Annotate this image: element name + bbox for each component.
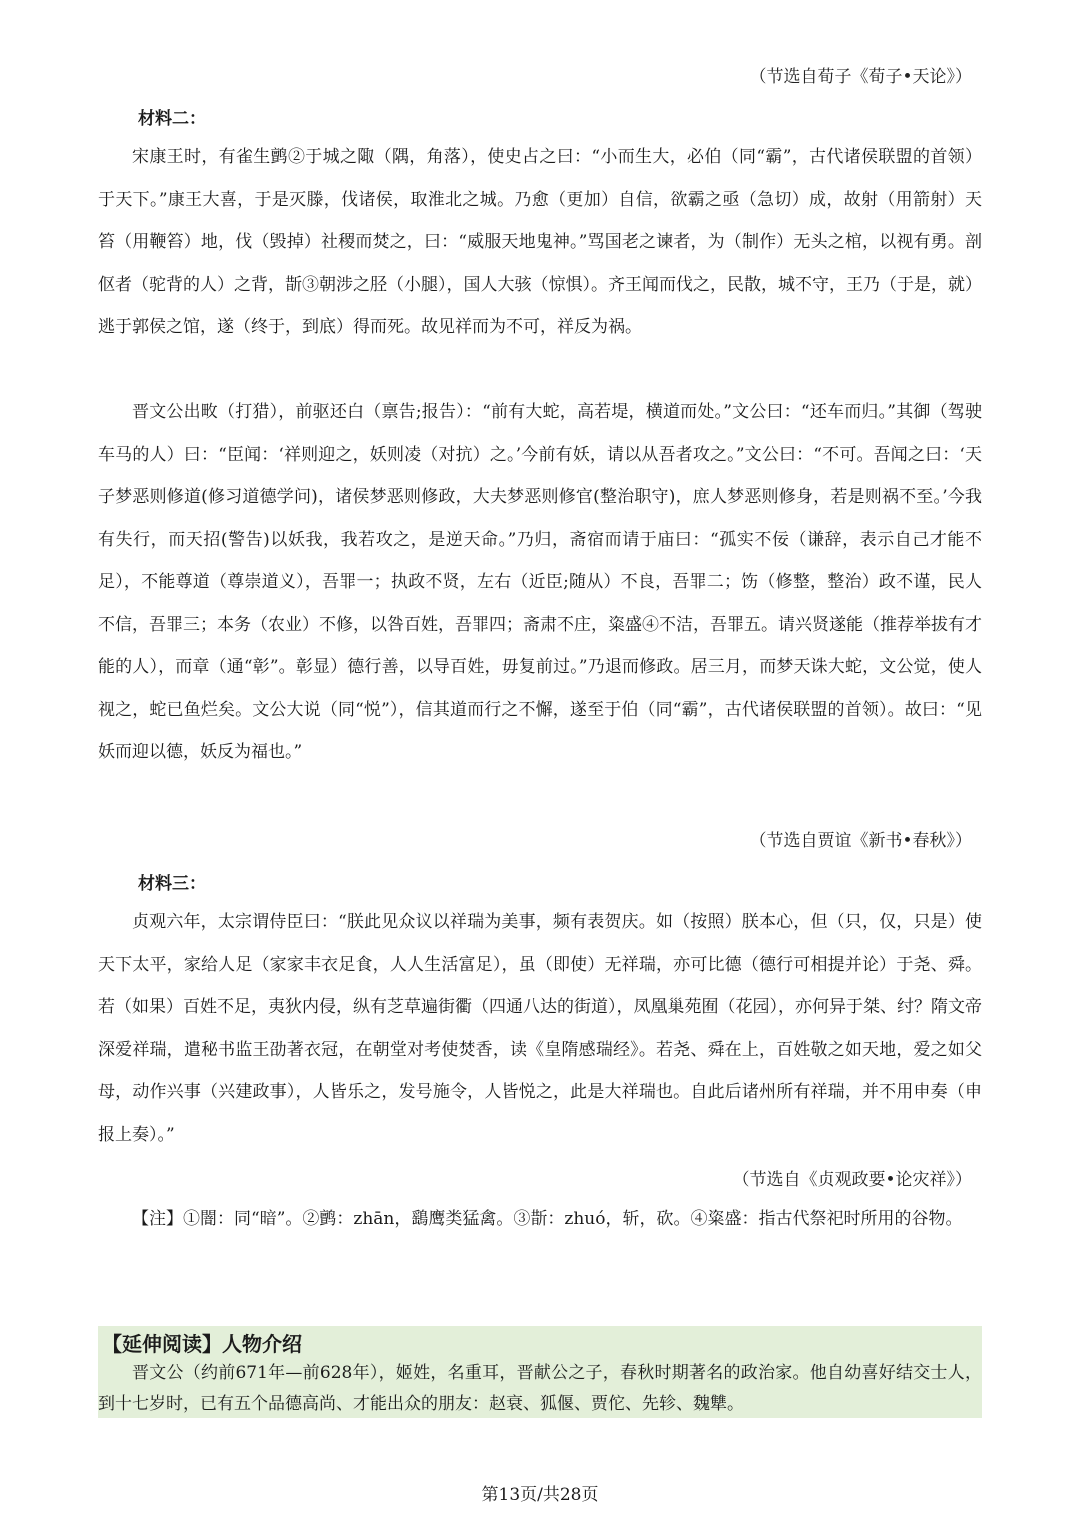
extension-reading-box xyxy=(98,1326,982,1418)
page-number: 第13页/共28页 xyxy=(481,1485,599,1505)
source-citation-1: （节选自荀子《荀子•天论》） xyxy=(749,67,972,87)
material-3-heading: 材料三： xyxy=(138,874,206,894)
source-citation-3: （节选自《贞观政要•论灾祥》） xyxy=(732,1170,972,1190)
extension-reading-title: 【延伸阅读】人物介绍 xyxy=(102,1332,302,1356)
material-3-paragraph-1: 贞观六年，太宗谓侍臣曰：“朕此见众议以祥瑞为美事，频有表贺庆。如（按照）朕本心，但（只，仅，只是）使天下太平，家给人足（家家丰衣足食，人人生活富足），虽（即使）无祥瑞，亦可比德（德行可相提并论）于尧、舜。若（如果）百姓不足，夷狄内侵，纵有芝草遍街衢（四通八达的街道），凤凰巢苑囿（花园），亦何异于桀、纣？隋文帝深爱祥瑞，遣秘书监王劭著衣冠，在朝堂对考使焚香，读《皇隋感瑞经》。若尧、舜在上，百姓敬之如天地，爱之如父母，动作兴事（兴建政事），人皆乐之，发号施令，人皆悦之，此是大祥瑞也。自此后诸州所有祥瑞，并不用申奏（申报上奏）。” xyxy=(98,912,982,1145)
material-2-paragraph-2: 晋文公出畋（打猎），前驱还白（禀告;报告）：“前有大蛇，高若堤，横道而处。”文公曰：“还车而归。”其御（驾驶车马的人）曰：“臣闻：‘祥则迎之，妖则凌（对抗）之。’今前有妖，请以从吾者攻之。”文公曰：“不可。吾闻之曰：‘天子梦恶则修道(修习道德学问)，诸侯梦恶则修政，大夫梦恶则修官(整治职守)，庶人梦恶则修身，若是则祸不至。’今我有失行，而天招(警告)以妖我，我若攻之，是逆天命。”乃归，斋宿而请于庙曰：“孤实不佞（谦辞，表示自己才能不足），不能尊道（尊崇道义），吾罪一；执政不贤，左右（近臣;随从）不良，吾罪二；饬（修整，整治）政不谨，民人不信，吾罪三；本务（农业）不修，以咎百姓，吾罪四；斋肃不庄，粢盛④不洁，吾罪五。请兴贤遂能（推荐举拔有才能的人），而章（通“彰”。彰显）德行善，以导百姓，毋复前过。”乃退而修政。居三月，而梦天诛大蛇，文公觉，使人视之，蛇已鱼烂矣。文公大说（同“悦”），信其道而行之不懈，遂至于伯（同“霸”，古代诸侯联盟的首领）。故曰：“见妖而迎以德，妖反为福也。” xyxy=(98,402,982,762)
extension-reading-text: 晋文公（约前671年—前628年），姬姓，名重耳，晋献公之子，春秋时期著名的政治家。他自幼喜好结交士人，到十七岁时，已有五个品德高尚、才能出众的朋友：赵衰、狐偃、贾佗、先轸、魏犨。 xyxy=(98,1363,982,1414)
annotation-note: 【注】①闇：同“暗”。②鹯：zhān，鷂鹰类猛禽。③斮：zhuó，斩，砍。④粢盛：指古代祭祀时所用的谷物。 xyxy=(132,1209,963,1229)
material-2-paragraph-1: 宋康王时，有雀生鹯②于城之陬（隅，角落），使史占之曰：“小而生大，必伯（同“霸”，古代诸侯联盟的首领）于天下。”康王大喜，于是灭滕，伐诸侯，取淮北之城。乃愈（更加）自信，欲霸之亟（急切）成，故射（用箭射）天笞（用鞭笞）地，伐（毁掉）社稷而焚之，曰：“威服天地鬼神。”骂国老之谏者，为（制作）无头之棺，以视有勇。剖伛者（驼背的人）之背，斮③朝涉之胫（小腿），国人大骇（惊惧）。齐王闻而伐之，民散，城不守，王乃（于是，就）逃于郭侯之馆，遂（终于，到底）得而死。故见祥而为不可，祥反为祸。 xyxy=(98,147,982,337)
material-2-heading: 材料二： xyxy=(138,109,206,129)
source-citation-2: （节选自贾谊《新书•春秋》） xyxy=(749,831,972,851)
